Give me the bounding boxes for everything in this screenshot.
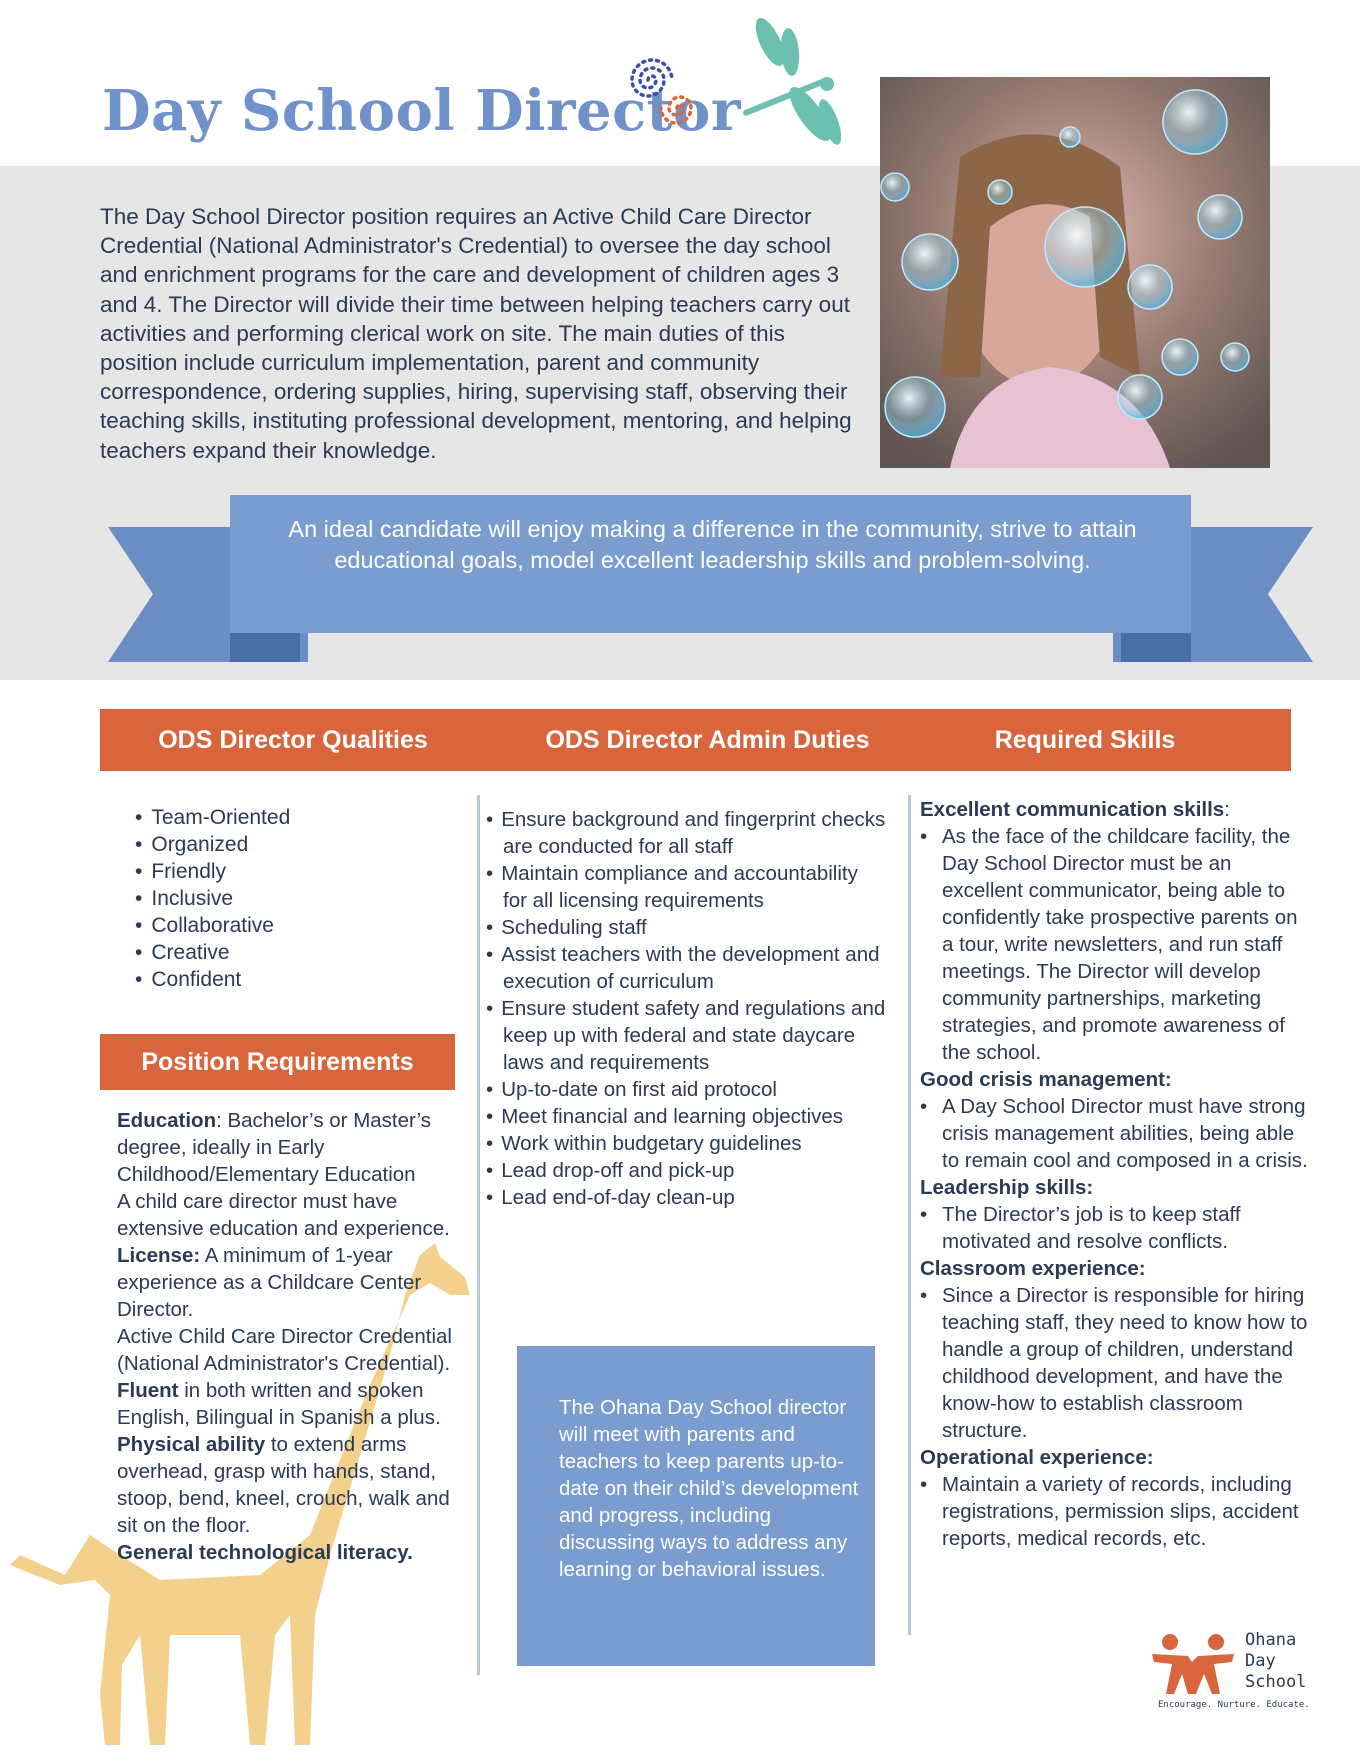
- logo-line: School: [1245, 1672, 1307, 1692]
- skill-list: [920, 1093, 1310, 1174]
- list-item: • Maintain a variety of records, including registrations, permission slips, accident reports, medical records, etc.: [920, 1471, 1310, 1552]
- qualities-heading: ODS Director Qualities: [158, 726, 428, 754]
- license-requirement: [117, 1242, 457, 1323]
- list-item: • Inclusive: [135, 885, 290, 912]
- list-item: • Work within budgetary guidelines: [486, 1130, 886, 1157]
- list-item: • Since a Director is responsible for hiring teaching staff, they need to know how to handle a group of children, understand childhood development, and have the know-how to establish classroom structure.: [920, 1282, 1310, 1444]
- physical-text: to extend arms overhead, grasp with hands, stand, stoop, bend, kneel, crouch, walk and sit on the floor.: [117, 1433, 450, 1537]
- list-item: • Collaborative: [135, 912, 290, 939]
- license-label: License:: [117, 1244, 201, 1267]
- logo-line: Ohana: [1245, 1630, 1297, 1650]
- qualities-list: [135, 804, 290, 993]
- list-item: • Up-to-date on first aid protocol: [486, 1076, 886, 1103]
- list-item: • Organized: [135, 831, 290, 858]
- education-text: : Bachelor’s or Master’s degree, ideally in Early Childhood/Elementary Education: [117, 1109, 432, 1186]
- logo-line: Day: [1245, 1651, 1276, 1671]
- physical-label: Physical ability: [117, 1433, 266, 1456]
- requirements-heading: Position Requirements: [141, 1048, 414, 1076]
- ideal-candidate-banner: [245, 514, 1180, 576]
- list-item: • The Director’s job is to keep staff motivated and resolve conflicts.: [920, 1201, 1310, 1255]
- skill-heading: Good crisis management:: [920, 1068, 1172, 1091]
- skill-list: [920, 1282, 1310, 1444]
- intro-paragraph: The Day School Director position requires an Active Child Care Director Credential (National Administrator's Credential) to oversee the day school and enrichment programs for the care and development of children ages 3 and 4. The Director will divide their time between helping teachers carry out activities and performing clerical work on site. The main duties of this position include curriculum implementation, parent and community correspondence, ordering supplies, hiring, supervising staff, observing their teaching skills, instituting professional development, mentoring, and helping teachers expand their knowledge.: [100, 204, 852, 463]
- skills-heading: Required Skills: [994, 726, 1176, 754]
- skill-heading: Leadership skills:: [920, 1176, 1094, 1199]
- callout-text: The Ohana Day School director will meet with parents and teachers to keep parents up-to-date on their child’s development and progress, including discussing ways to address any learning or behavioral issues.: [559, 1396, 859, 1581]
- family-logo-icon: [1148, 1632, 1240, 1696]
- swirl-icon: [612, 40, 722, 130]
- education-requirement: [117, 1107, 457, 1188]
- list-item: • Meet financial and learning objectives: [486, 1103, 886, 1130]
- list-item: • Assist teachers with the development and execution of curriculum: [486, 941, 886, 995]
- physical-requirement: [117, 1431, 457, 1539]
- education-note: A child care director must have extensive education and experience.: [117, 1190, 450, 1240]
- hero-photo: [880, 77, 1270, 468]
- list-item: • Confident: [135, 966, 290, 993]
- duties-heading: ODS Director Admin Duties: [545, 726, 870, 754]
- license-text: A minimum of 1-year experience as a Childcare Center Director.: [117, 1244, 422, 1321]
- requirements-text: [117, 1107, 457, 1566]
- list-item: • Ensure student safety and regulations and keep up with federal and state daycare laws and requirements: [486, 995, 886, 1076]
- skill-list: [920, 1201, 1310, 1255]
- list-item: • Lead end-of-day clean-up: [486, 1184, 886, 1211]
- list-item: • As the face of the childcare facility, the Day School Director must be an excellent communicator, being able to confidently take prospective parents on a tour, write newsletters, and run staff meetings. The Director will develop community partnerships, marketing strategies, and promote awareness of the school.: [920, 823, 1310, 1066]
- list-item: • Maintain compliance and accountability for all licensing requirements: [486, 860, 886, 914]
- list-item: • Ensure background and fingerprint checks are conducted for all staff: [486, 806, 886, 860]
- banner-line-1: An ideal candidate will enjoy making a difference in the community, strive to attain: [288, 516, 1137, 542]
- license-note: Active Child Care Director Credential (National Administrator's Credential).: [117, 1325, 452, 1375]
- list-item: • Creative: [135, 939, 290, 966]
- page-title: Day School Director: [102, 78, 741, 144]
- list-item: • Friendly: [135, 858, 290, 885]
- fluency-requirement: [117, 1377, 457, 1431]
- skill-list: [920, 1471, 1310, 1552]
- tech-label: General technological literacy.: [117, 1541, 413, 1564]
- banner-line-2: educational goals, model excellent leadership skills and problem-solving.: [334, 547, 1091, 573]
- fluent-label: Fluent: [117, 1379, 179, 1402]
- skill-list: [920, 823, 1310, 1066]
- list-item: • Lead drop-off and pick-up: [486, 1157, 886, 1184]
- skill-heading: Classroom experience:: [920, 1257, 1146, 1280]
- school-logo-text: [1245, 1630, 1306, 1693]
- skills-section: [920, 796, 1310, 1552]
- column-divider: [908, 795, 911, 1635]
- duties-list: [486, 806, 886, 1211]
- logo-tagline: Encourage. Nurture. Educate.: [1158, 1700, 1310, 1710]
- tech-requirement: [117, 1539, 457, 1566]
- skill-heading: [920, 796, 1310, 823]
- education-label: Education: [117, 1109, 217, 1132]
- skill-heading-text: Excellent communication skills: [920, 798, 1225, 821]
- dragonfly-icon: [735, 14, 850, 149]
- fluent-text: in both written and spoken English, Bilingual in Spanish a plus.: [117, 1379, 441, 1429]
- list-item: • Team-Oriented: [135, 804, 290, 831]
- list-item: • Scheduling staff: [486, 914, 886, 941]
- list-item: • A Day School Director must have strong crisis management abilities, being able to remain cool and composed in a crisis.: [920, 1093, 1310, 1174]
- column-divider: [477, 795, 480, 1675]
- skill-heading: Operational experience:: [920, 1446, 1154, 1469]
- skill-heading-suffix: :: [1224, 798, 1230, 821]
